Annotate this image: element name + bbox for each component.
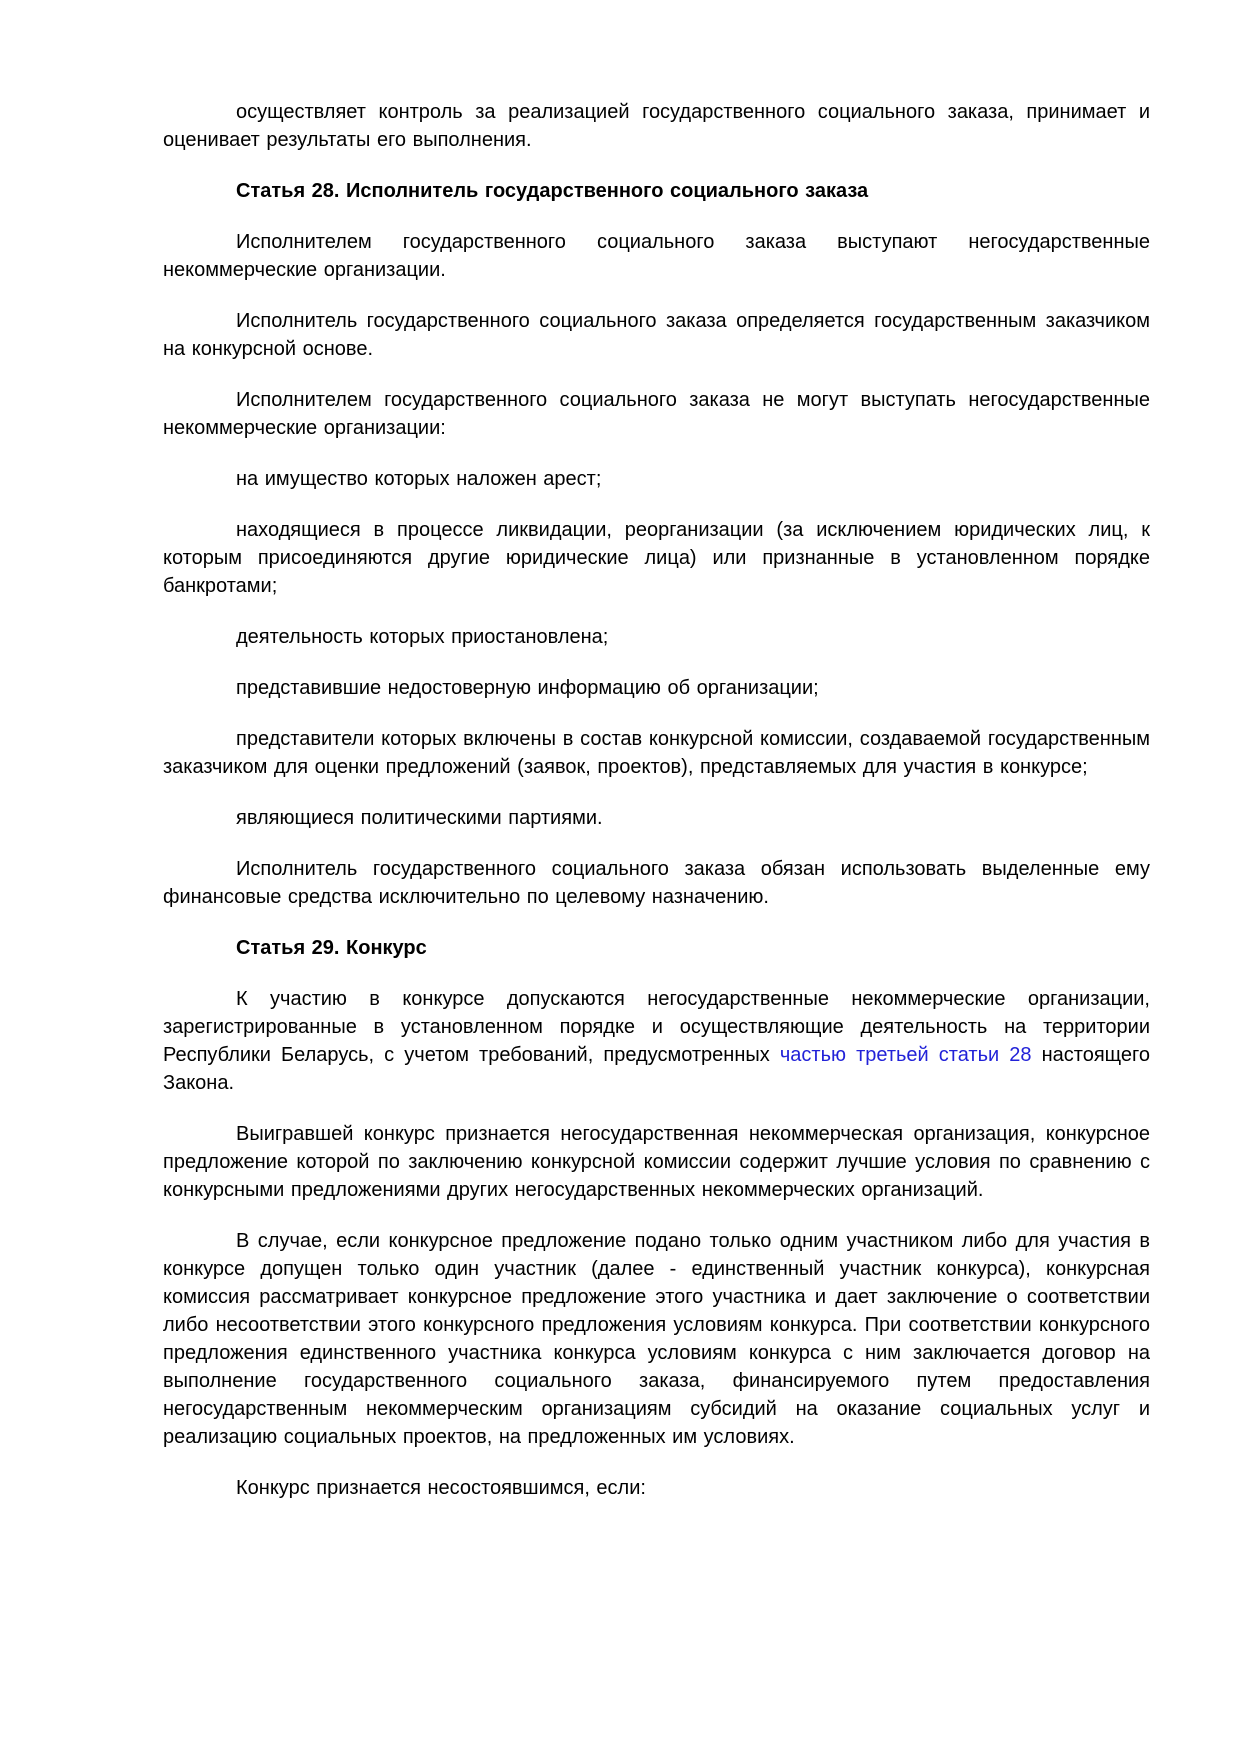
paragraph-with-link bbox=[163, 985, 1150, 1097]
paragraph: Исполнитель государственного социального заказа определяется государственным заказчиком на конкурсной основе. bbox=[163, 310, 1150, 360]
paragraph: В случае, если конкурсное предложение подано только одним участником либо для участия в конкурсе допущен только один участник (далее - единственный участник конкурса), конкурсная комиссия рассматривает конкурсное предложение этого участника и дает заключение о соответствии либо несоответствии этого конкурсного предложения условиям конкурса. При соответствии конкурсного предложения единственного участника конкурса условиям конкурса с ним заключается договор на выполнение государственного социального заказа, финансируемого путем предоставления негосударственным некоммерческим организациям субсидий на оказание социальных услуг и реализацию социальных проектов, на предложенных им условиях. bbox=[163, 1230, 1150, 1448]
law-text-body bbox=[163, 98, 1150, 1502]
list-item-paragraph: представители которых включены в состав конкурсной комиссии, создаваемой государственным заказчиком для оценки предложений (заявок, проектов), представляемых для участия в конкурсе; bbox=[163, 728, 1150, 778]
paragraph: Выигравшей конкурс признается негосударственная некоммерческая организация, конкурсное предложение которой по заключению конкурсной комиссии содержит лучшие условия по сравнению с конкурсными предложениями других негосударственных некоммерческих организаций. bbox=[163, 1123, 1150, 1201]
list-item-paragraph: на имущество которых наложен арест; bbox=[236, 468, 602, 490]
paragraph-text-after-link: настоящего Закона. bbox=[163, 1044, 1150, 1094]
paragraph: Исполнитель государственного социального заказа обязан использовать выделенные ему финансовые средства исключительно по целевому назначению. bbox=[163, 858, 1150, 908]
list-item-paragraph: находящиеся в процессе ликвидации, реорганизации (за исключением юридических лиц, к которым присоединяются другие юридические лица) или признанные в установленном порядке банкротами; bbox=[163, 519, 1150, 597]
list-item-paragraph: являющиеся политическими партиями. bbox=[236, 807, 603, 829]
article-28-part-3-link[interactable]: частью третьей статьи 28 bbox=[779, 1044, 1032, 1066]
paragraph: Конкурс признается несостоявшимся, если: bbox=[236, 1477, 646, 1499]
paragraph-text-before-link: К участию в конкурсе допускаются негосударственные некоммерческие организации, зарегистрированные в установленном порядке и осуществляющие деятельность на территории Республики Беларусь, с учетом требований, предусмотренных bbox=[163, 988, 1150, 1066]
paragraph: Исполнителем государственного социального заказа выступают негосударственные некоммерческие организации. bbox=[163, 231, 1150, 281]
paragraph: Исполнителем государственного социального заказа не могут выступать негосударственные некоммерческие организации: bbox=[163, 389, 1150, 439]
list-item-paragraph: деятельность которых приостановлена; bbox=[236, 626, 609, 648]
list-item-paragraph: представившие недостоверную информацию об организации; bbox=[236, 677, 819, 699]
article-28-heading: Статья 28. Исполнитель государственного социального заказа bbox=[236, 180, 869, 202]
article-29-heading: Статья 29. Конкурс bbox=[236, 937, 427, 959]
paragraph: осуществляет контроль за реализацией государственного социального заказа, принимает и оценивает результаты его выполнения. bbox=[163, 101, 1150, 151]
